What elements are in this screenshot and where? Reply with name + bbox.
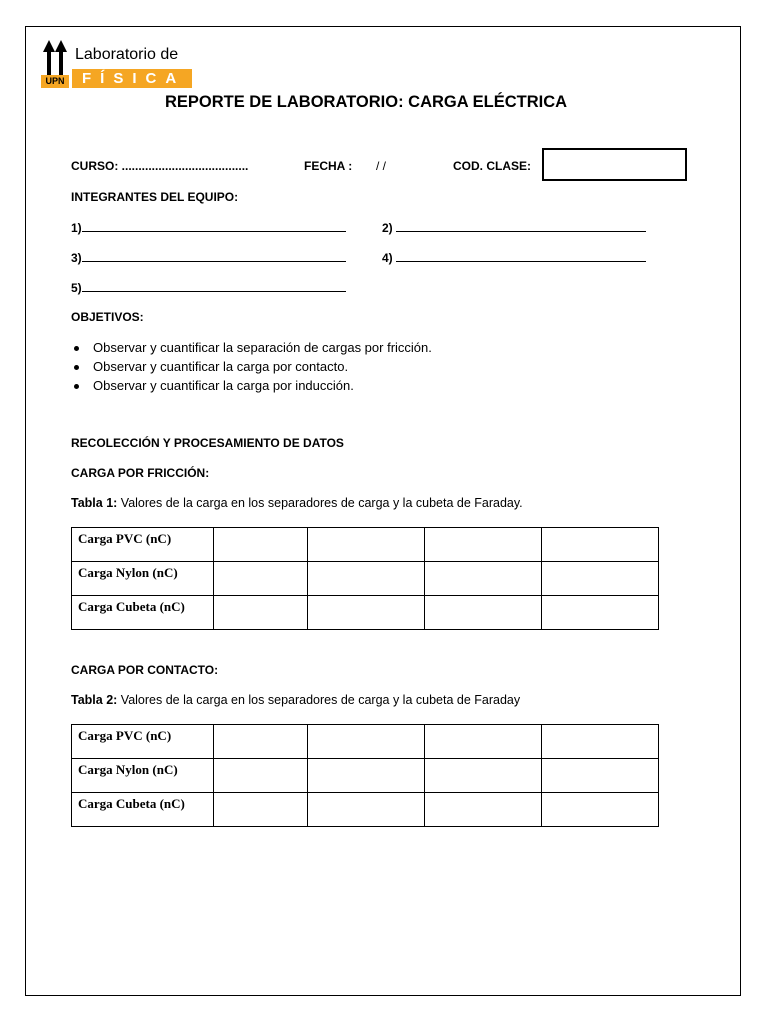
table-cell[interactable] [214,759,308,793]
member-number: 4) [382,251,393,265]
table2-caption-text: Valores de la carga en los separadores de carga y la cubeta de Faraday [117,693,521,707]
contact-heading: CARGA POR CONTACTO: [71,663,219,677]
table-cell[interactable] [542,725,659,759]
objective-item: Observar y cuantificar la separación de cargas por fricción. [71,338,432,357]
logo-badge: UPN [41,75,69,88]
member-line [82,250,346,262]
table-cell[interactable] [308,596,425,630]
table-cell[interactable] [425,725,542,759]
table-cell[interactable] [308,759,425,793]
member-line [396,250,646,262]
row-label-pvc: Carga PVC (nC) [72,725,214,759]
table-row [72,596,659,630]
table-cell[interactable] [542,528,659,562]
table-row [72,793,659,827]
row-label-nylon: Carga Nylon (nC) [72,562,214,596]
row-label-pvc: Carga PVC (nC) [72,528,214,562]
table-row [72,725,659,759]
table-cell[interactable] [425,793,542,827]
member-number: 2) [382,221,393,235]
table-cell[interactable] [425,759,542,793]
row-label-cubeta: Carga Cubeta (nC) [72,793,214,827]
table-friction [71,527,659,630]
table-cell[interactable] [308,528,425,562]
member-number: 1) [71,221,82,235]
table-cell[interactable] [425,596,542,630]
table-row [72,528,659,562]
table-cell[interactable] [542,562,659,596]
member-line [82,280,346,292]
member-number: 5) [71,281,82,295]
table-cell[interactable] [425,562,542,596]
member-field-5[interactable] [71,280,346,295]
table-cell[interactable] [542,793,659,827]
logo-band-text: FÍSICA [72,69,192,88]
table-cell[interactable] [214,596,308,630]
table-cell[interactable] [308,793,425,827]
member-field-1[interactable] [71,220,346,235]
table-cell[interactable] [308,562,425,596]
friction-heading: CARGA POR FRICCIÓN: [71,466,210,480]
fecha-label: FECHA : [304,159,353,173]
row-label-cubeta: Carga Cubeta (nC) [72,596,214,630]
cod-clase-label: COD. CLASE: [453,159,531,173]
objectives-list [71,338,432,395]
objectives-heading: OBJETIVOS: [71,310,144,324]
table-cell[interactable] [425,528,542,562]
table-cell[interactable] [542,596,659,630]
objective-item: Observar y cuantificar la carga por contacto. [71,357,432,376]
table2-caption [71,693,520,707]
table1-caption-text: Valores de la carga en los separadores de carga y la cubeta de Faraday. [117,496,523,510]
member-line [396,220,646,232]
member-field-4[interactable] [382,250,646,265]
table-cell[interactable] [214,793,308,827]
table-row [72,562,659,596]
table-row [72,759,659,793]
data-section-heading: RECOLECCIÓN Y PROCESAMIENTO DE DATOS [71,436,344,450]
table2-caption-label: Tabla 2: [71,693,118,707]
curso-label: CURSO: ...................................... [71,159,249,173]
row-label-nylon: Carga Nylon (nC) [72,759,214,793]
cod-clase-box[interactable] [542,148,687,181]
table-cell[interactable] [542,759,659,793]
table-contact [71,724,659,827]
table-cell[interactable] [308,725,425,759]
member-line [82,220,346,232]
table-cell[interactable] [214,725,308,759]
fecha-slashes: / / [376,159,387,173]
member-field-2[interactable] [382,220,646,235]
table1-caption-label: Tabla 1: [71,496,118,510]
member-field-3[interactable] [71,250,346,265]
table1-caption [71,496,523,510]
table-cell[interactable] [214,562,308,596]
table-cell[interactable] [214,528,308,562]
member-number: 3) [71,251,82,265]
page-title: REPORTE DE LABORATORIO: CARGA ELÉCTRICA [164,93,568,111]
logo-top-text: Laboratorio de [75,46,179,63]
objective-item: Observar y cuantificar la carga por inducción. [71,376,432,395]
integrantes-label: INTEGRANTES DEL EQUIPO: [71,190,239,204]
